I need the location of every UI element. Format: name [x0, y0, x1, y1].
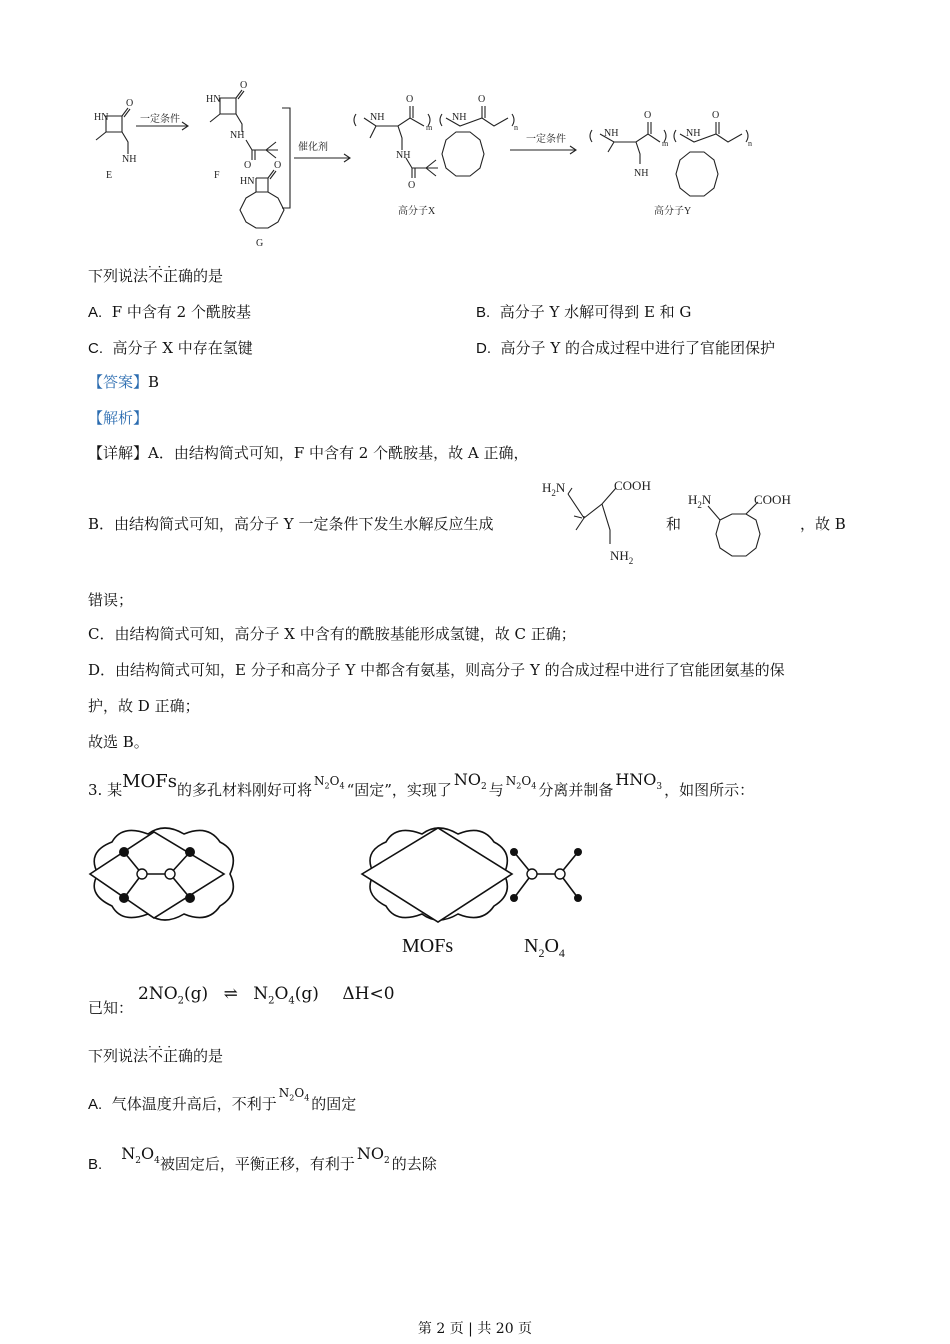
- label-g: G: [256, 238, 264, 249]
- product-2-structure: [684, 484, 804, 570]
- svg-text:NH: NH: [122, 154, 137, 165]
- q2-conclusion: 故选 B。: [88, 733, 149, 751]
- svg-text:NH: NH: [370, 112, 385, 123]
- svg-text:NH: NH: [396, 150, 411, 161]
- known-label: 已知：: [88, 999, 134, 1017]
- mof-figure: [84, 822, 604, 962]
- svg-text:O: O: [644, 110, 652, 121]
- svg-text:O: O: [478, 94, 486, 105]
- q2-detail-c: C．由结构简式可知，高分子 X 中含有的酰胺基能形成氢键，故 C 正确；: [88, 625, 576, 643]
- q2-detail-a: 【详解】A．由结构简式可知，F 中含有 2 个酰胺基，故 A 正确，: [88, 444, 529, 462]
- detail-b-post: ，故 B: [800, 515, 846, 533]
- q2-answer: 【答案】B: [88, 373, 160, 391]
- svg-text:H2N: $H_2N$: [542, 480, 566, 498]
- label-f: F: [214, 170, 220, 181]
- detail-b-end: 错误；: [88, 591, 134, 609]
- equilibrium-arrow: ⇌: [223, 984, 238, 1004]
- svg-text:O: O: [244, 160, 252, 171]
- page-footer: 第 2 页 | 共 20 页: [417, 1321, 533, 1337]
- mofs-label: MOFs: [402, 935, 454, 957]
- svg-text:O: O: [126, 98, 134, 109]
- svg-text:O: O: [240, 80, 248, 91]
- svg-text:COOH: COOH: [614, 478, 651, 493]
- svg-text:NH: NH: [686, 128, 701, 139]
- reaction-scheme: [80, 80, 780, 255]
- q2-option-d: D. 高分子 Y 的合成过程中进行了官能团保护: [476, 339, 775, 357]
- hn-label: HN: [94, 112, 109, 123]
- q3-question: 下列说法· · · 不正确的是: [88, 1046, 223, 1066]
- q3-option-b: B. $N_2O_4$被固定后，平衡正移，有利于$NO_2$ 的去除: [88, 1144, 437, 1173]
- svg-text:O: O: [274, 160, 282, 171]
- q2-stem: 下列说法· · · 不正确的是: [88, 266, 223, 286]
- label-e: E: [106, 170, 113, 181]
- q2-detail-d-1: D．由结构简式可知，E 分子和高分子 Y 中都含有氨基，则高分子 Y 的合成过程中进行了官能团氨基的保: [88, 661, 785, 679]
- svg-text:O: O: [406, 94, 414, 105]
- detail-b-and: 和: [666, 515, 682, 533]
- svg-text:NH: NH: [452, 112, 467, 123]
- svg-text:NH: NH: [230, 130, 245, 141]
- q2-option-b: B. 高分子 Y 水解可得到 E 和 G: [476, 303, 692, 321]
- q3-option-a: A. 气体温度升高后，不利于$^{N_2O_4}$ 的固定: [88, 1086, 357, 1113]
- svg-text:O: O: [712, 110, 720, 121]
- label-polymer-x: 高分子X: [398, 206, 436, 217]
- svg-text:n: n: [748, 139, 752, 148]
- q2-detail-b: B．由结构简式可知，高分子 Y 一定条件下发生水解反应生成: [88, 515, 494, 533]
- svg-text:O: O: [408, 180, 416, 191]
- svg-text:HN: HN: [240, 176, 255, 187]
- arrow1-label: 一定条件: [140, 114, 180, 125]
- catalyst-label: 催化剂: [298, 142, 328, 153]
- q2-detail-d-2: 护，故 D 正确；: [88, 697, 200, 715]
- svg-text:COOH: COOH: [754, 492, 791, 507]
- arrow2-label: 一定条件: [526, 134, 566, 145]
- svg-text:H2N: $H_2N$: [688, 492, 712, 510]
- product-1-structure: [538, 470, 668, 570]
- svg-text:m: m: [426, 123, 433, 132]
- n2o4-label: $N_2O_4$: [524, 935, 565, 960]
- label-polymer-y: 高分子Y: [654, 206, 692, 217]
- svg-text:HN: HN: [206, 94, 221, 105]
- svg-text:NH: NH: [634, 168, 649, 179]
- svg-text:m: m: [662, 139, 669, 148]
- q3-stem: 3. 某MOFs的多孔材料刚好可将 $^{N_2O_4}$ “固定”，实现了$NO_2$ 与 $^{N_2O_4}$ 分离并制备$HNO_3$ ，如图所示：: [88, 770, 755, 799]
- q2-option-a: A. F 中含有 2 个酰胺基: [88, 303, 251, 321]
- svg-text:n: n: [514, 123, 518, 132]
- q2-analysis-tag: 【解析】: [88, 409, 149, 427]
- svg-text:NH2: $NH_2$: [610, 548, 634, 566]
- emphasis-dots: · · · 不正: [148, 267, 178, 285]
- known-equation: $2NO_2(g)$ ⇌ $N_2O_4(g)$ ΔH<0: [138, 984, 395, 1007]
- q2-option-c: C. 高分子 X 中存在氢键: [88, 339, 253, 357]
- svg-text:NH: NH: [604, 128, 619, 139]
